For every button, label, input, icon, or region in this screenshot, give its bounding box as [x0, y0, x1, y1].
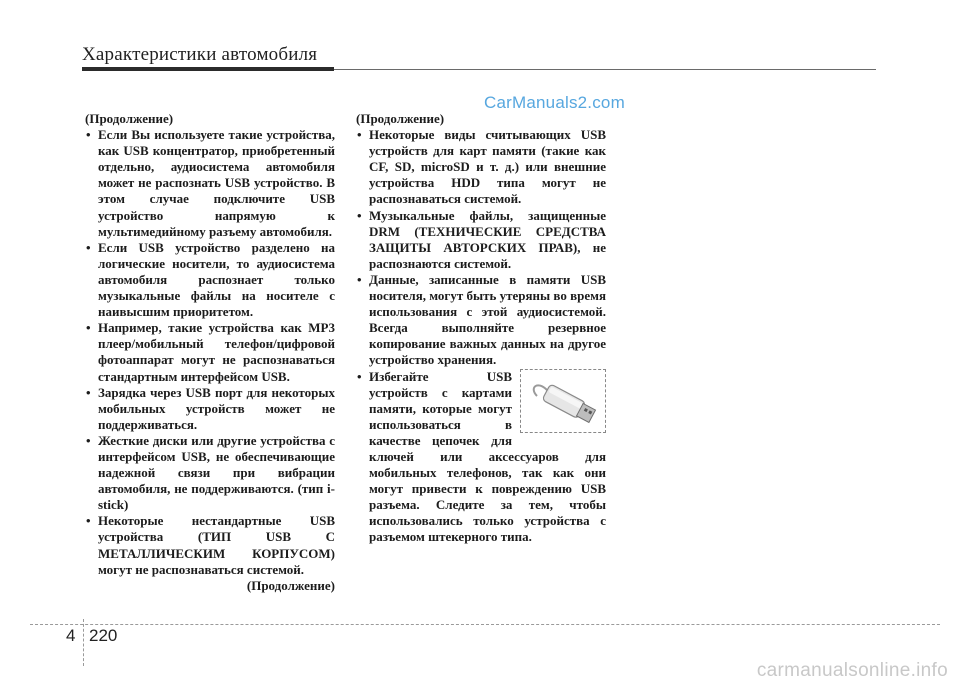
continued-label: (Продолжение): [85, 111, 174, 126]
watermark-bottom[interactable]: carmanualsonline.info: [756, 660, 948, 681]
bullet-item: • Жесткие диски или другие устройства с интерфейсом USB, не обеспечивающие надежной связи при вибрации автомобиля, не поддерживаются. (тип i-stick): [85, 433, 335, 513]
header-rule-thin: [334, 69, 876, 70]
bullet-item: • Музыкальные файлы, защищенные DRM (ТЕХНИЧЕСКИЕ СРЕДСТВА ЗАЩИТЫ АВТОРСКИХ ПРАВ), не распознаются системой.: [356, 208, 606, 272]
right-column: [356, 111, 606, 546]
watermark-top[interactable]: CarManuals2.com: [484, 93, 625, 112]
bullet-item: • Некоторые виды считывающих USB устройств для карт памяти (такие как CF, SD, microSD и т. д.) или внешние устройства HDD типа могут не распознаваться системой.: [356, 127, 606, 207]
continued-label: (Продолжение): [246, 577, 335, 593]
left-column: [85, 111, 335, 594]
footer-vertical-divider: [83, 619, 84, 666]
bullet-item: • Зарядка через USB порт для некоторых мобильных устройств может не поддерживаться.: [85, 385, 335, 433]
page-header-title: Характеристики автомобиля: [82, 44, 318, 65]
bullet-item: • Избегайте USB устройств с картами памяти, которые могут использоваться в качестве цепочек для ключей или аксессуаров для мобильных телефонов, так как они могут привести к повреждению USB разъема. Следите за тем, чтобы использовались только устройства с разъемом штекерного типа.: [356, 369, 606, 546]
bullet-item: • Например, такие устройства как MP3 плеер/мобильный телефон/цифровой фотоаппарат могут не распознаваться стандартным интерфейсом USB.: [85, 320, 335, 384]
footer-divider: [30, 624, 940, 625]
bullet-item: • Некоторые нестандартные USB устройства (ТИП USB С МЕТАЛЛИЧЕСКИМ КОРПУСОМ) могут не распознаваться системой.: [85, 513, 335, 577]
bullet-item: • Данные, записанные в памяти USB носителя, могут быть утеряны во время использования с этой аудиосистемой. Всегда выполняйте резервное копирование важных данных на другое устройство хранения.: [356, 272, 606, 369]
page-number: 220: [89, 626, 118, 645]
bullet-item: • Если USB устройство разделено на логические носители, то аудиосистема автомобиля распознает только музыкальные файлы на носителе с наивысшим приоритетом.: [85, 240, 335, 320]
header-rule-thick: [82, 67, 334, 71]
chapter-number: 4: [66, 626, 76, 645]
continued-label: (Продолжение): [356, 111, 445, 126]
bullet-item: • Если Вы используете такие устройства, как USB концентратор, приобретенный отдельно, аудиосистема автомобиля может не распознать USB устройство. В этом случае подключите USB устройство напрямую к мультимедийному разъему автомобиля.: [85, 127, 335, 240]
